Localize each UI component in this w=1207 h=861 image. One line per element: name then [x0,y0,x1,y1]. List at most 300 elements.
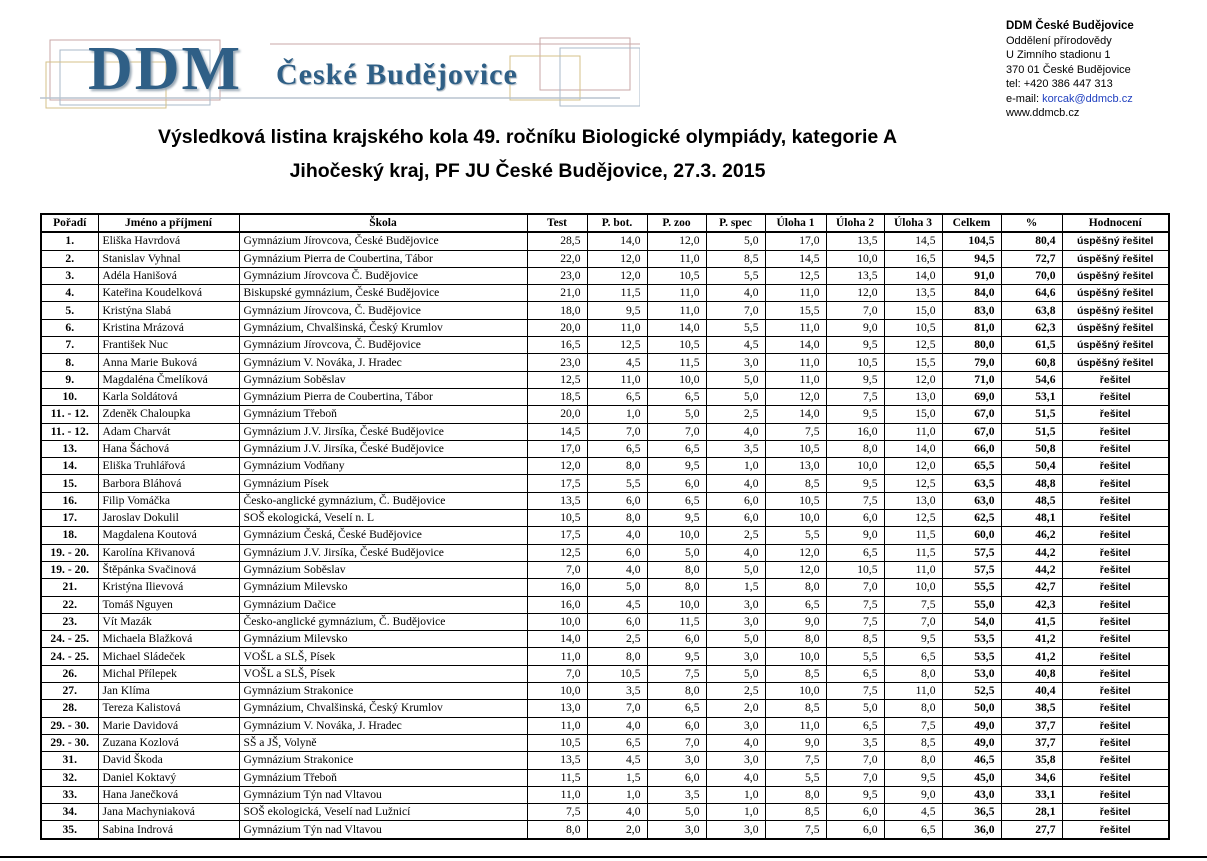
test-cell: 16,0 [527,596,587,613]
task2-cell: 13,5 [826,232,884,250]
total-cell: 57,5 [942,544,1001,561]
zoo-cell: 8,0 [647,683,706,700]
task3-cell: 6,5 [884,648,942,665]
percent-cell: 72,7 [1001,250,1062,267]
percent-cell: 28,1 [1001,804,1062,821]
table-row [41,285,1169,302]
name-cell: Michael Sládeček [98,648,239,665]
percent-cell: 34,6 [1001,769,1062,786]
percent-cell: 46,2 [1001,527,1062,544]
contact-city: 370 01 České Budějovice [1006,63,1131,76]
task3-cell: 13,5 [884,285,942,302]
table-row [41,596,1169,613]
column-header: P. zoo [647,214,706,232]
logo-ddm-text: DDM [88,35,243,103]
rank-cell: 11. - 12. [41,423,98,440]
rank-cell: 21. [41,579,98,596]
task2-cell: 13,5 [826,267,884,284]
evaluation-cell: úspěšný řešitel [1062,354,1169,371]
task3-cell: 9,0 [884,786,942,803]
rank-cell: 35. [41,821,98,839]
task2-cell: 6,0 [826,510,884,527]
evaluation-cell: řešitel [1062,717,1169,734]
task3-cell: 12,0 [884,371,942,388]
name-cell: František Nuc [98,337,239,354]
zoo-cell: 6,0 [647,769,706,786]
ddm-logo [40,32,640,114]
table-row [41,492,1169,509]
bot-cell: 12,0 [587,267,647,284]
table-row [41,232,1169,250]
task1-cell: 12,0 [765,561,826,578]
task2-cell: 10,5 [826,354,884,371]
test-cell: 18,0 [527,302,587,319]
zoo-cell: 5,0 [647,544,706,561]
spec-cell: 3,5 [706,440,765,457]
evaluation-cell: řešitel [1062,510,1169,527]
name-cell: Hana Šáchová [98,440,239,457]
name-cell: David Škoda [98,752,239,769]
column-header: Úloha 2 [826,214,884,232]
evaluation-cell: řešitel [1062,734,1169,751]
evaluation-cell: řešitel [1062,821,1169,839]
test-cell: 20,0 [527,319,587,336]
rank-cell: 22. [41,596,98,613]
test-cell: 20,0 [527,406,587,423]
task2-cell: 5,0 [826,700,884,717]
task2-cell: 9,5 [826,475,884,492]
spec-cell: 2,5 [706,683,765,700]
zoo-cell: 11,0 [647,250,706,267]
name-cell: Daniel Koktavý [98,769,239,786]
column-header: % [1001,214,1062,232]
total-cell: 53,5 [942,631,1001,648]
percent-cell: 51,5 [1001,423,1062,440]
evaluation-cell: úspěšný řešitel [1062,250,1169,267]
school-cell: SŠ a JŠ, Volyně [239,734,527,751]
test-cell: 21,0 [527,285,587,302]
spec-cell: 4,0 [706,544,765,561]
test-cell: 7,5 [527,804,587,821]
table-row [41,683,1169,700]
spec-cell: 4,5 [706,337,765,354]
task3-cell: 11,5 [884,527,942,544]
percent-cell: 48,8 [1001,475,1062,492]
school-cell: Gymnázium Pierra de Coubertina, Tábor [239,388,527,405]
task2-cell: 6,5 [826,717,884,734]
task3-cell: 11,0 [884,561,942,578]
name-cell: Kristýna Slabá [98,302,239,319]
bot-cell: 6,5 [587,440,647,457]
total-cell: 71,0 [942,371,1001,388]
task1-cell: 11,0 [765,285,826,302]
evaluation-cell: řešitel [1062,388,1169,405]
percent-cell: 41,5 [1001,613,1062,630]
table-row [41,423,1169,440]
table-row [41,769,1169,786]
task1-cell: 12,0 [765,388,826,405]
zoo-cell: 6,5 [647,440,706,457]
spec-cell: 5,0 [706,561,765,578]
bot-cell: 2,5 [587,631,647,648]
bot-cell: 5,0 [587,579,647,596]
table-row [41,388,1169,405]
percent-cell: 44,2 [1001,561,1062,578]
school-cell: Gymnázium Milevsko [239,631,527,648]
task1-cell: 7,5 [765,821,826,839]
task1-cell: 15,5 [765,302,826,319]
bot-cell: 4,0 [587,561,647,578]
evaluation-cell: řešitel [1062,561,1169,578]
total-cell: 84,0 [942,285,1001,302]
evaluation-cell: řešitel [1062,544,1169,561]
task2-cell: 9,5 [826,406,884,423]
percent-cell: 61,5 [1001,337,1062,354]
name-cell: Karolína Křivanová [98,544,239,561]
contact-web[interactable]: www.ddmcb.cz [1006,107,1080,119]
bot-cell: 14,0 [587,232,647,250]
column-header: Celkem [942,214,1001,232]
bot-cell: 10,5 [587,665,647,682]
test-cell: 12,5 [527,544,587,561]
total-cell: 36,0 [942,821,1001,839]
zoo-cell: 3,5 [647,786,706,803]
total-cell: 81,0 [942,319,1001,336]
evaluation-cell: řešitel [1062,596,1169,613]
bot-cell: 4,0 [587,527,647,544]
name-cell: Jan Klíma [98,683,239,700]
rank-cell: 1. [41,232,98,250]
rank-cell: 33. [41,786,98,803]
percent-cell: 64,6 [1001,285,1062,302]
evaluation-cell: řešitel [1062,786,1169,803]
table-row [41,510,1169,527]
zoo-cell: 10,0 [647,371,706,388]
spec-cell: 3,0 [706,596,765,613]
spec-cell: 4,0 [706,734,765,751]
percent-cell: 48,5 [1001,492,1062,509]
task3-cell: 12,5 [884,475,942,492]
zoo-cell: 5,0 [647,804,706,821]
percent-cell: 37,7 [1001,734,1062,751]
test-cell: 28,5 [527,232,587,250]
task3-cell: 15,5 [884,354,942,371]
evaluation-cell: řešitel [1062,769,1169,786]
logo-city-text: České Budějovice [276,58,518,91]
task2-cell: 6,0 [826,821,884,839]
test-cell: 17,5 [527,475,587,492]
school-cell: Gymnázium Pierra de Coubertina, Tábor [239,250,527,267]
table-row [41,319,1169,336]
column-header: Test [527,214,587,232]
rank-cell: 27. [41,683,98,700]
task2-cell: 9,5 [826,337,884,354]
test-cell: 13,5 [527,492,587,509]
total-cell: 54,0 [942,613,1001,630]
table-row [41,440,1169,457]
percent-cell: 50,4 [1001,458,1062,475]
school-cell: Gymnázium Soběslav [239,561,527,578]
bot-cell: 1,0 [587,786,647,803]
total-cell: 80,0 [942,337,1001,354]
bot-cell: 11,0 [587,371,647,388]
contact-dept: Oddělení přírodovědy [1006,34,1112,47]
bot-cell: 7,0 [587,700,647,717]
evaluation-cell: řešitel [1062,458,1169,475]
rank-cell: 23. [41,613,98,630]
table-row [41,302,1169,319]
task2-cell: 7,5 [826,596,884,613]
name-cell: Jana Machyniaková [98,804,239,821]
total-cell: 67,0 [942,423,1001,440]
bot-cell: 8,0 [587,458,647,475]
test-cell: 16,0 [527,579,587,596]
percent-cell: 62,3 [1001,319,1062,336]
header-row [41,214,1169,232]
table-row [41,665,1169,682]
task3-cell: 7,0 [884,613,942,630]
task2-cell: 5,5 [826,648,884,665]
percent-cell: 51,5 [1001,406,1062,423]
name-cell: Eliška Havrdová [98,232,239,250]
total-cell: 43,0 [942,786,1001,803]
table-row [41,752,1169,769]
name-cell: Michal Přílepek [98,665,239,682]
task3-cell: 13,0 [884,388,942,405]
test-cell: 17,0 [527,440,587,457]
school-cell: VOŠL a SLŠ, Písek [239,648,527,665]
test-cell: 10,0 [527,613,587,630]
table-row [41,700,1169,717]
percent-cell: 41,2 [1001,631,1062,648]
spec-cell: 3,0 [706,354,765,371]
rank-cell: 29. - 30. [41,717,98,734]
task2-cell: 7,0 [826,769,884,786]
total-cell: 63,5 [942,475,1001,492]
school-cell: Gymnázium V. Nováka, J. Hradec [239,354,527,371]
table-row [41,527,1169,544]
rank-cell: 17. [41,510,98,527]
bot-cell: 1,0 [587,406,647,423]
evaluation-cell: řešitel [1062,440,1169,457]
table-row [41,631,1169,648]
task1-cell: 11,0 [765,354,826,371]
zoo-cell: 3,0 [647,752,706,769]
name-cell: Kristina Mrázová [98,319,239,336]
zoo-cell: 11,5 [647,613,706,630]
percent-cell: 40,8 [1001,665,1062,682]
zoo-cell: 10,0 [647,527,706,544]
contact-email-link[interactable]: korcak@ddmcb.cz [1042,92,1133,105]
task1-cell: 8,0 [765,786,826,803]
name-cell: Adam Charvát [98,423,239,440]
zoo-cell: 6,5 [647,388,706,405]
total-cell: 53,0 [942,665,1001,682]
task1-cell: 17,0 [765,232,826,250]
zoo-cell: 11,0 [647,302,706,319]
task1-cell: 6,5 [765,596,826,613]
total-cell: 46,5 [942,752,1001,769]
task3-cell: 14,0 [884,440,942,457]
total-cell: 53,5 [942,648,1001,665]
evaluation-cell: řešitel [1062,804,1169,821]
school-cell: Gymnázium Písek [239,475,527,492]
name-cell: Barbora Bláhová [98,475,239,492]
bot-cell: 6,5 [587,734,647,751]
zoo-cell: 6,0 [647,717,706,734]
school-cell: Gymnázium Dačice [239,596,527,613]
name-cell: Zuzana Kozlová [98,734,239,751]
task3-cell: 9,5 [884,631,942,648]
evaluation-cell: řešitel [1062,475,1169,492]
table-row [41,561,1169,578]
task1-cell: 11,0 [765,319,826,336]
task2-cell: 6,5 [826,544,884,561]
total-cell: 45,0 [942,769,1001,786]
task2-cell: 7,0 [826,579,884,596]
school-cell: Česko-anglické gymnázium, Č. Budějovice [239,613,527,630]
spec-cell: 1,0 [706,804,765,821]
zoo-cell: 8,0 [647,561,706,578]
spec-cell: 5,0 [706,388,765,405]
task1-cell: 8,5 [765,665,826,682]
task3-cell: 10,5 [884,319,942,336]
spec-cell: 3,0 [706,717,765,734]
total-cell: 104,5 [942,232,1001,250]
task3-cell: 14,5 [884,232,942,250]
task1-cell: 9,0 [765,613,826,630]
total-cell: 49,0 [942,717,1001,734]
school-cell: Gymnázium Jírovcova, Č. Budějovice [239,302,527,319]
spec-cell: 3,0 [706,648,765,665]
task2-cell: 9,5 [826,786,884,803]
rank-cell: 16. [41,492,98,509]
task3-cell: 7,5 [884,717,942,734]
school-cell: SOŠ ekologická, Veselí nad Lužnicí [239,804,527,821]
total-cell: 79,0 [942,354,1001,371]
task2-cell: 16,0 [826,423,884,440]
task2-cell: 7,5 [826,683,884,700]
task1-cell: 11,0 [765,717,826,734]
bot-cell: 4,0 [587,717,647,734]
table-row [41,475,1169,492]
page-bottom-rule [0,856,1207,858]
evaluation-cell: úspěšný řešitel [1062,267,1169,284]
test-cell: 8,0 [527,821,587,839]
test-cell: 10,5 [527,734,587,751]
bot-cell: 11,5 [587,285,647,302]
spec-cell: 6,0 [706,492,765,509]
task1-cell: 14,0 [765,337,826,354]
evaluation-cell: úspěšný řešitel [1062,302,1169,319]
zoo-cell: 9,5 [647,458,706,475]
bot-cell: 8,0 [587,510,647,527]
school-cell: Gymnázium Jírovcova Č. Budějovice [239,267,527,284]
evaluation-cell: řešitel [1062,527,1169,544]
contact-block [1006,19,1134,121]
task1-cell: 5,5 [765,769,826,786]
total-cell: 65,5 [942,458,1001,475]
test-cell: 16,5 [527,337,587,354]
task3-cell: 14,0 [884,267,942,284]
percent-cell: 40,4 [1001,683,1062,700]
task2-cell: 7,5 [826,388,884,405]
evaluation-cell: řešitel [1062,613,1169,630]
zoo-cell: 6,5 [647,492,706,509]
test-cell: 11,0 [527,648,587,665]
zoo-cell: 10,5 [647,267,706,284]
contact-email-prefix: e-mail: [1006,92,1043,105]
zoo-cell: 5,0 [647,406,706,423]
contact-org: DDM České Budějovice [1006,20,1134,32]
task2-cell: 3,5 [826,734,884,751]
rank-cell: 14. [41,458,98,475]
spec-cell: 8,5 [706,250,765,267]
test-cell: 14,0 [527,631,587,648]
total-cell: 52,5 [942,683,1001,700]
rank-cell: 7. [41,337,98,354]
bot-cell: 6,5 [587,388,647,405]
name-cell: Anna Marie Buková [98,354,239,371]
results-table [40,213,1170,840]
percent-cell: 63,8 [1001,302,1062,319]
contact-email-row [1006,92,1134,107]
school-cell: Gymnázium Třeboň [239,406,527,423]
bot-cell: 4,5 [587,354,647,371]
bot-cell: 12,5 [587,337,647,354]
rank-cell: 31. [41,752,98,769]
evaluation-cell: řešitel [1062,631,1169,648]
table-row [41,734,1169,751]
school-cell: Gymnázium Strakonice [239,752,527,769]
school-cell: Gymnázium, Chvalšinská, Český Krumlov [239,700,527,717]
percent-cell: 41,2 [1001,648,1062,665]
school-cell: Česko-anglické gymnázium, Č. Budějovice [239,492,527,509]
total-cell: 57,5 [942,561,1001,578]
task3-cell: 12,0 [884,458,942,475]
total-cell: 62,5 [942,510,1001,527]
task1-cell: 10,5 [765,440,826,457]
bot-cell: 12,0 [587,250,647,267]
test-cell: 7,0 [527,665,587,682]
task2-cell: 7,0 [826,752,884,769]
name-cell: Štěpánka Svačinová [98,561,239,578]
task1-cell: 12,5 [765,267,826,284]
evaluation-cell: řešitel [1062,683,1169,700]
task2-cell: 6,5 [826,665,884,682]
name-cell: Karla Soldátová [98,388,239,405]
rank-cell: 13. [41,440,98,457]
document-subtitle: Jihočeský kraj, PF JU České Budějovice, 27.3. 2015 [289,160,766,182]
bot-cell: 1,5 [587,769,647,786]
task1-cell: 8,5 [765,804,826,821]
rank-cell: 5. [41,302,98,319]
total-cell: 94,5 [942,250,1001,267]
bot-cell: 2,0 [587,821,647,839]
task2-cell: 9,5 [826,371,884,388]
rank-cell: 9. [41,371,98,388]
spec-cell: 5,5 [706,267,765,284]
school-cell: Gymnázium J.V. Jirsíka, České Budějovice [239,423,527,440]
table-row [41,544,1169,561]
name-cell: Vít Mazák [98,613,239,630]
name-cell: Marie Davidová [98,717,239,734]
task1-cell: 10,5 [765,492,826,509]
task3-cell: 10,0 [884,579,942,596]
rank-cell: 10. [41,388,98,405]
percent-cell: 37,7 [1001,717,1062,734]
task2-cell: 7,5 [826,613,884,630]
